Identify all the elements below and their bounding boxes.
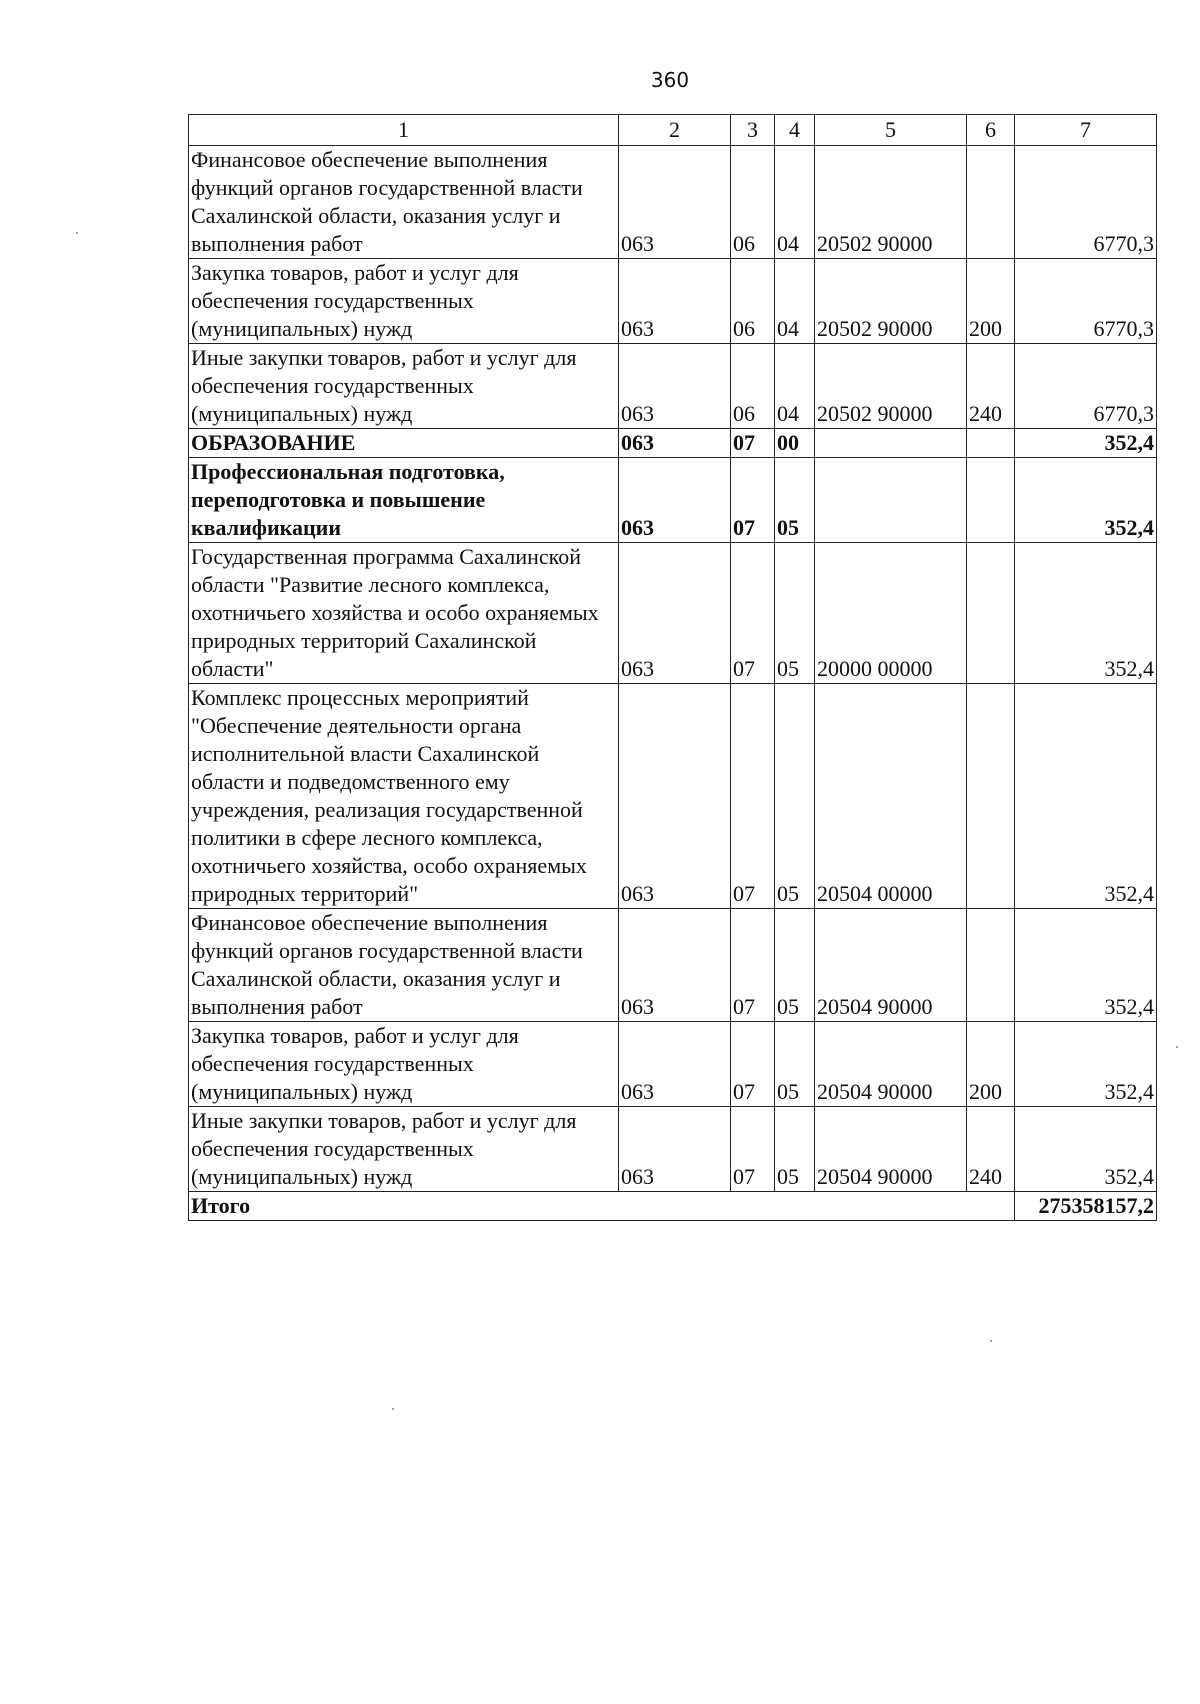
- subsection-cell: 05: [775, 684, 815, 909]
- code-gr-cell: 063: [619, 684, 731, 909]
- section-cell: 06: [731, 344, 775, 429]
- code-gr-cell: 063: [619, 1022, 731, 1107]
- section-cell: 07: [731, 543, 775, 684]
- amount-cell: 352,4: [1015, 1022, 1157, 1107]
- code-gr-cell: 063: [619, 458, 731, 543]
- header-col-5: 5: [815, 115, 967, 146]
- code-gr-cell: 063: [619, 429, 731, 458]
- expense-type-cell: 240: [967, 344, 1015, 429]
- code-gr-cell: 063: [619, 344, 731, 429]
- subsection-cell: 05: [775, 543, 815, 684]
- amount-cell: 352,4: [1015, 909, 1157, 1022]
- table-header-row: [189, 115, 1157, 146]
- scan-speck: [76, 232, 78, 234]
- amount-cell: 352,4: [1015, 543, 1157, 684]
- target-article-cell: [815, 429, 967, 458]
- expense-type-cell: 240: [967, 1107, 1015, 1192]
- code-gr-cell: 063: [619, 543, 731, 684]
- row-name-cell: Иные закупки товаров, работ и услуг для обеспечения государственных (муниципальных) нужд: [189, 344, 619, 429]
- target-article-cell: 20504 90000: [815, 909, 967, 1022]
- subsection-cell: 05: [775, 909, 815, 1022]
- expense-type-cell: [967, 146, 1015, 259]
- target-article-cell: 20504 90000: [815, 1107, 967, 1192]
- row-name-cell: Закупка товаров, работ и услуг для обеспечения государственных (муниципальных) нужд: [189, 1022, 619, 1107]
- table-row: [189, 146, 1157, 259]
- amount-cell: 352,4: [1015, 429, 1157, 458]
- subsection-cell: 00: [775, 429, 815, 458]
- scan-speck: [1176, 1046, 1178, 1048]
- header-col-1: 1: [189, 115, 619, 146]
- section-cell: 06: [731, 146, 775, 259]
- section-cell: 07: [731, 458, 775, 543]
- expense-type-cell: [967, 684, 1015, 909]
- target-article-cell: 20502 90000: [815, 344, 967, 429]
- table-row: [189, 259, 1157, 344]
- subsection-cell: 04: [775, 344, 815, 429]
- total-label: Итого: [189, 1192, 1015, 1221]
- expense-type-cell: 200: [967, 259, 1015, 344]
- amount-cell: 6770,3: [1015, 146, 1157, 259]
- table-row: [189, 684, 1157, 909]
- table-row: [189, 1107, 1157, 1192]
- row-name-cell: Закупка товаров, работ и услуг для обеспечения государственных (муниципальных) нужд: [189, 259, 619, 344]
- header-col-2: 2: [619, 115, 731, 146]
- target-article-cell: 20504 90000: [815, 1022, 967, 1107]
- row-name-cell: Государственная программа Сахалинской области "Развитие лесного комплекса, охотничьего хозяйства и особо охраняемых природных территорий Сахалинской области": [189, 543, 619, 684]
- section-cell: 07: [731, 429, 775, 458]
- row-name-cell: Финансовое обеспечение выполнения функций органов государственной власти Сахалинской области, оказания услуг и выполнения работ: [189, 146, 619, 259]
- expense-type-cell: [967, 543, 1015, 684]
- section-cell: 07: [731, 684, 775, 909]
- header-col-3: 3: [731, 115, 775, 146]
- code-gr-cell: 063: [619, 909, 731, 1022]
- row-name-cell: Финансовое обеспечение выполнения функций органов государственной власти Сахалинской области, оказания услуг и выполнения работ: [189, 909, 619, 1022]
- subsection-cell: 04: [775, 146, 815, 259]
- amount-cell: 352,4: [1015, 1107, 1157, 1192]
- target-article-cell: 20502 90000: [815, 146, 967, 259]
- header-col-6: 6: [967, 115, 1015, 146]
- expense-type-cell: [967, 909, 1015, 1022]
- row-name-cell: Профессиональная подготовка, переподготовка и повышение квалификации: [189, 458, 619, 543]
- subsection-cell: 05: [775, 458, 815, 543]
- section-cell: 07: [731, 1022, 775, 1107]
- budget-table: [188, 114, 1157, 1221]
- section-cell: 07: [731, 1107, 775, 1192]
- amount-cell: 6770,3: [1015, 344, 1157, 429]
- target-article-cell: 20504 00000: [815, 684, 967, 909]
- page-number: 360: [650, 68, 690, 92]
- table-row: [189, 458, 1157, 543]
- amount-cell: 6770,3: [1015, 259, 1157, 344]
- expense-type-cell: 200: [967, 1022, 1015, 1107]
- target-article-cell: [815, 458, 967, 543]
- target-article-cell: 20000 00000: [815, 543, 967, 684]
- table-row: [189, 429, 1157, 458]
- subsection-cell: 05: [775, 1022, 815, 1107]
- table-row: [189, 1022, 1157, 1107]
- expense-type-cell: [967, 429, 1015, 458]
- subsection-cell: 05: [775, 1107, 815, 1192]
- code-gr-cell: 063: [619, 259, 731, 344]
- total-value: 275358157,2: [1015, 1192, 1157, 1221]
- expense-type-cell: [967, 458, 1015, 543]
- table-row: [189, 344, 1157, 429]
- table-total-row: [189, 1192, 1157, 1221]
- subsection-cell: 04: [775, 259, 815, 344]
- row-name-cell: Комплекс процессных мероприятий "Обеспечение деятельности органа исполнительной власти Сахалинской области и подведомственного ему учреждения, реализация государственной политики в сфере лесного комплекса, охотничьего хозяйства, особо охраняемых природных территорий": [189, 684, 619, 909]
- scan-speck: [990, 1340, 992, 1342]
- table-row: [189, 909, 1157, 1022]
- header-col-4: 4: [775, 115, 815, 146]
- header-col-7: 7: [1015, 115, 1157, 146]
- row-name-cell: Иные закупки товаров, работ и услуг для обеспечения государственных (муниципальных) нужд: [189, 1107, 619, 1192]
- section-cell: 06: [731, 259, 775, 344]
- code-gr-cell: 063: [619, 1107, 731, 1192]
- amount-cell: 352,4: [1015, 684, 1157, 909]
- row-name-cell: ОБРАЗОВАНИЕ: [189, 429, 619, 458]
- amount-cell: 352,4: [1015, 458, 1157, 543]
- table-row: [189, 543, 1157, 684]
- code-gr-cell: 063: [619, 146, 731, 259]
- target-article-cell: 20502 90000: [815, 259, 967, 344]
- scan-speck: [392, 1408, 394, 1410]
- section-cell: 07: [731, 909, 775, 1022]
